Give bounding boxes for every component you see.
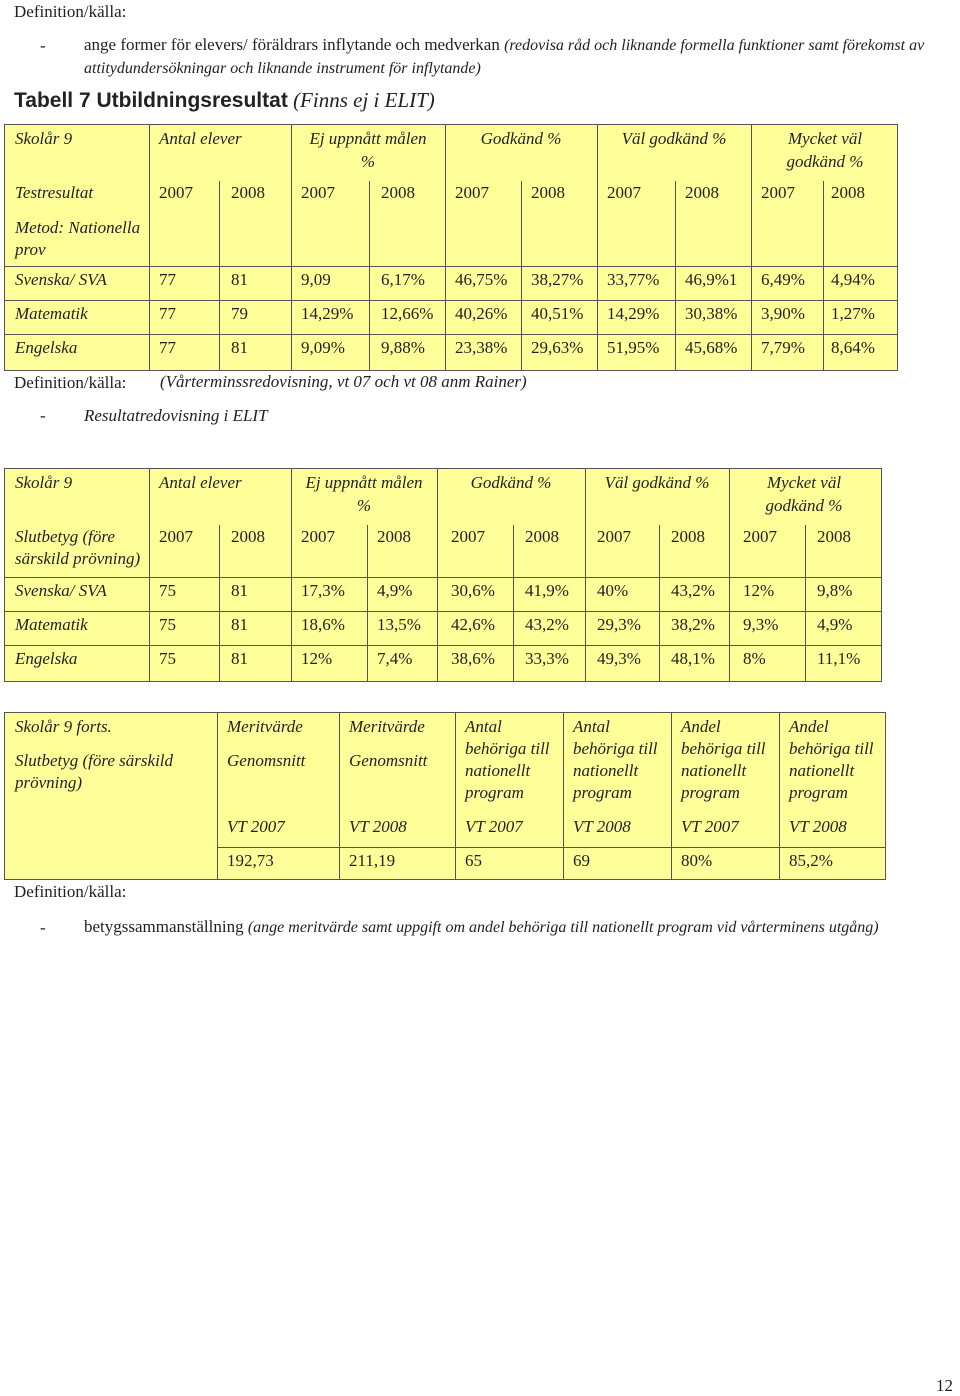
bullet-influence-italic-1: (redovisa råd och liknande formella funktioner samt förekomst av — [504, 37, 925, 54]
t1-cell: 29,63% — [531, 338, 584, 357]
t2-row-label: Engelska — [15, 649, 78, 668]
t1-year-cell: 2007 — [301, 183, 335, 202]
t1-year-cell: 2007 — [761, 183, 795, 202]
t2-label-final-grade: Slutbetyg (före — [15, 527, 115, 546]
t1-year-cell: 2007 — [455, 183, 489, 202]
heading-italic: (Finns ej i ELIT) — [293, 88, 435, 112]
t1-cell: 7,79% — [761, 338, 805, 357]
t2-header-high-distinction: Mycket väl — [766, 473, 842, 492]
t1-cell: 9,88% — [381, 338, 425, 357]
t2-header-not-reached: Ej uppnått målen — [305, 473, 423, 492]
bullet-influence — [84, 35, 924, 55]
t2-cell: 43,2% — [525, 615, 569, 634]
t1-cell: 1,27% — [831, 304, 875, 323]
t1-cell: 46,9%1 — [685, 270, 738, 289]
table-heading — [14, 88, 435, 113]
t1-row-label: Svenska/ SVA — [15, 270, 107, 289]
t2-year-cell: 2007 — [451, 527, 485, 546]
t1-definition-label: Definition/källa: — [14, 373, 127, 392]
t1-year-cell: 2008 — [831, 183, 865, 202]
t3-col-year: VT 2008 — [349, 817, 407, 836]
t1-header-pass-distinction: Väl godkänd % — [621, 129, 727, 148]
t3-col-header: behöriga till — [681, 739, 766, 758]
bullet-grades-text: betygssammanställning — [84, 917, 244, 936]
t2-cell: 33,3% — [525, 649, 569, 668]
t3-col-header: Andel — [789, 717, 829, 736]
t1-year-cell: 2007 — [607, 183, 641, 202]
t2-cell: 29,3% — [597, 615, 641, 634]
t3-col-header: nationellt — [789, 761, 855, 780]
t1-cell: 6,17% — [381, 270, 425, 289]
t3-col-year: VT 2007 — [465, 817, 523, 836]
t1-year-cell: 2007 — [159, 183, 193, 202]
t3-col-header: Genomsnitt — [227, 751, 306, 770]
t2-cell: 12% — [301, 649, 333, 668]
t3-col-year: VT 2007 — [227, 817, 285, 836]
bullet-influence-text: ange former för elevers/ föräldrars inflytande och medverkan — [84, 35, 500, 54]
t2-cell: 11,1% — [817, 649, 861, 668]
t3-value-cell: 211,19 — [349, 851, 396, 870]
t2-cell: 38,2% — [671, 615, 715, 634]
t3-col-header: nationellt — [573, 761, 639, 780]
t2-year-cell: 2007 — [301, 527, 335, 546]
t3-col-header: program — [573, 783, 632, 802]
t2-year-cell: 2007 — [159, 527, 193, 546]
t1-cell: 45,68% — [685, 338, 738, 357]
t1-year-cell: 2008 — [231, 183, 265, 202]
t1-cell: 9,09% — [301, 338, 345, 357]
heading-bold: Tabell 7 Utbildningsresultat — [14, 89, 288, 112]
t2-row-label: Matematik — [15, 615, 88, 634]
t3-value-cell: 65 — [465, 851, 482, 870]
t2-cell: 38,6% — [451, 649, 495, 668]
t2-cell: 13,5% — [377, 615, 421, 634]
t2-cell: 42,6% — [451, 615, 495, 634]
t1-cell: 40,51% — [531, 304, 584, 323]
t2-year-cell: 2008 — [231, 527, 265, 546]
t1-cell: 40,26% — [455, 304, 508, 323]
t2-cell: 81 — [231, 615, 248, 634]
t1-label-method: Metod: Nationella — [15, 218, 141, 237]
t3-value-cell: 69 — [573, 851, 590, 870]
t1-header-grade: Skolår 9 — [15, 129, 73, 148]
t3-col-header: program — [465, 783, 524, 802]
t2-cell: 18,6% — [301, 615, 345, 634]
t1-definition-text: (Vårterminssredovisning, vt 07 och vt 08 anm Rainer) — [160, 372, 527, 391]
t3-header-grade: Skolår 9 forts. — [15, 717, 112, 736]
t1-cell: 6,49% — [761, 270, 805, 289]
t1-year-cell: 2008 — [685, 183, 719, 202]
t1-header-students: Antal elever — [159, 129, 242, 148]
t1-cell: 4,94% — [831, 270, 875, 289]
t3-col-header: program — [789, 783, 848, 802]
t3-col-header: behöriga till — [465, 739, 550, 758]
t3-col-header: program — [681, 783, 740, 802]
t1-cell: 3,90% — [761, 304, 805, 323]
t1-cell: 51,95% — [607, 338, 660, 357]
t1-cell: 23,38% — [455, 338, 508, 357]
t2-header-passed: Godkänd % — [470, 473, 552, 492]
t2-cell: 49,3% — [597, 649, 641, 668]
t1-cell: 81 — [231, 270, 248, 289]
t2-cell: 81 — [231, 649, 248, 668]
t1-header-not-reached: Ej uppnått målen — [309, 129, 427, 148]
t2-cell: 41,9% — [525, 581, 569, 600]
t2-row-label: Svenska/ SVA — [15, 581, 107, 600]
t1-cell: 77 — [159, 338, 176, 357]
t3-col-header: Antal — [573, 717, 610, 736]
t3-col-header: Meritvärde — [227, 717, 303, 736]
t1-year-cell: 2008 — [381, 183, 415, 202]
t1-cell: 9,09 — [301, 270, 331, 289]
t2-cell: 40% — [597, 581, 629, 600]
t2-cell: 7,4% — [377, 649, 413, 668]
table-final-grades: Skolår 9 Antal elever Ej uppnått målen % Godkänd % Väl godkänd % Mycket väl godkänd % Slutbetyg (före särskild prövning) 2007 2008 2007 2008 2007 2008 2007 2008 2007 2008 Svenska/ SVA 75 81 17,3% 4,9% 30,6% 41,9% 40% 43,2% 12% 9,8% Matematik 75 81 18,6% 13,5% 42,6% 43,2% 29,3% 38,2% 9,3% 4,9% Engelska 75 81 12% 7,4% 38,6% 33,3% 49,3% 48,1% 8% 11,1% — [4, 468, 882, 682]
table-test-results: Skolår 9 Antal elever Ej uppnått målen % Godkänd % Väl godkänd % Mycket väl godkänd % Testresultat Metod: Nationella prov 2007 2008 2007 2008 2007 2008 2007 2008 2007 2008 Svenska/ SVA 77 81 9,09 6,17% 46,75% 38,27% 33,77% 46,9%1 6,49% 4,94% Matematik 77 79 14,29% 12,66% 40,26% 40,51% 14,29% 30,38% 3,90% 1,27% Engelska 77 81 9,09% 9,88% 23,38% 29,63% 51,95% 45,68% 7,79% 8,64% — [4, 124, 898, 371]
t2-cell: 9,3% — [743, 615, 779, 634]
t3-col-year: VT 2008 — [789, 817, 847, 836]
t2-cell: 48,1% — [671, 649, 715, 668]
t3-col-year: VT 2007 — [681, 817, 739, 836]
t3-col-header: Andel — [681, 717, 721, 736]
t3-col-header: Genomsnitt — [349, 751, 428, 770]
bullet-elit: Resultatredovisning i ELIT — [84, 406, 268, 425]
t1-cell: 14,29% — [607, 304, 660, 323]
t1-cell: 12,66% — [381, 304, 434, 323]
t2-cell: 4,9% — [817, 615, 853, 634]
t2-cell: 17,3% — [301, 581, 345, 600]
t2-year-cell: 2008 — [525, 527, 559, 546]
t2-cell: 4,9% — [377, 581, 413, 600]
t3-col-header: nationellt — [681, 761, 747, 780]
table-merit: Skolår 9 forts. Slutbetyg (före särskild prövning) Meritvärde Genomsnitt VT 2007 Meritvärde Genomsnitt VT 2008 Antal behöriga till nationellt program VT 2007 Antal behöriga till nationellt program VT 2008 Andel behöriga till nationellt program VT 2007 Andel behöriga till nationellt program VT 2008 192,73 211,19 65 69 80% 85,2% — [4, 712, 886, 880]
t1-header-high-distinction: Mycket väl — [787, 129, 863, 148]
t3-col-year: VT 2008 — [573, 817, 631, 836]
bullet-influence-line2: attitydundersökningar och liknande instrument för inflytande) — [84, 60, 481, 77]
t2-header-students: Antal elever — [159, 473, 242, 492]
t2-cell: 43,2% — [671, 581, 715, 600]
t1-cell: 77 — [159, 304, 176, 323]
t2-year-cell: 2008 — [377, 527, 411, 546]
t1-cell: 33,77% — [607, 270, 660, 289]
t2-year-cell: 2007 — [743, 527, 777, 546]
t1-header-passed: Godkänd % — [480, 129, 562, 148]
t2-cell: 30,6% — [451, 581, 495, 600]
t1-cell: 30,38% — [685, 304, 738, 323]
t2-header-grade: Skolår 9 — [15, 473, 73, 492]
t1-row-label: Engelska — [15, 338, 78, 357]
t2-cell: 9,8% — [817, 581, 853, 600]
definition-label-bottom: Definition/källa: — [14, 882, 127, 901]
t2-year-cell: 2007 — [597, 527, 631, 546]
t2-cell: 75 — [159, 649, 176, 668]
t1-cell: 8,64% — [831, 338, 875, 357]
t2-cell: 12% — [743, 581, 775, 600]
t3-col-header: Antal — [465, 717, 502, 736]
t1-cell: 81 — [231, 338, 248, 357]
t2-header-pass-distinction: Väl godkänd % — [604, 473, 710, 492]
definition-label-top: Definition/källa: — [14, 2, 127, 21]
t3-col-header: behöriga till — [789, 739, 874, 758]
t1-cell: 38,27% — [531, 270, 584, 289]
t3-value-cell: 85,2% — [789, 851, 833, 870]
t1-cell: 46,75% — [455, 270, 508, 289]
t1-cell: 14,29% — [301, 304, 354, 323]
t2-year-cell: 2008 — [817, 527, 851, 546]
t3-value-cell: 192,73 — [227, 851, 274, 870]
t1-row-label: Matematik — [15, 304, 88, 323]
t2-cell: 75 — [159, 615, 176, 634]
t1-cell: 79 — [231, 304, 248, 323]
bullet-grades-italic: (ange meritvärde samt uppgift om andel behöriga till nationellt program vid vårterminens utgång) — [247, 919, 879, 936]
bullet-dash-1: - — [40, 36, 46, 55]
t1-cell: 77 — [159, 270, 176, 289]
t3-col-header: behöriga till — [573, 739, 658, 758]
page-number: 12 — [936, 1376, 953, 1395]
t1-label-testresult: Testresultat — [15, 183, 94, 202]
bullet-grades — [84, 917, 879, 937]
t2-cell: 81 — [231, 581, 248, 600]
t2-year-cell: 2008 — [671, 527, 705, 546]
t3-col-header: Meritvärde — [349, 717, 425, 736]
t3-col-header: nationellt — [465, 761, 531, 780]
t3-value-cell: 80% — [681, 851, 713, 870]
t1-year-cell: 2008 — [531, 183, 565, 202]
t2-cell: 75 — [159, 581, 176, 600]
t2-cell: 8% — [743, 649, 766, 668]
